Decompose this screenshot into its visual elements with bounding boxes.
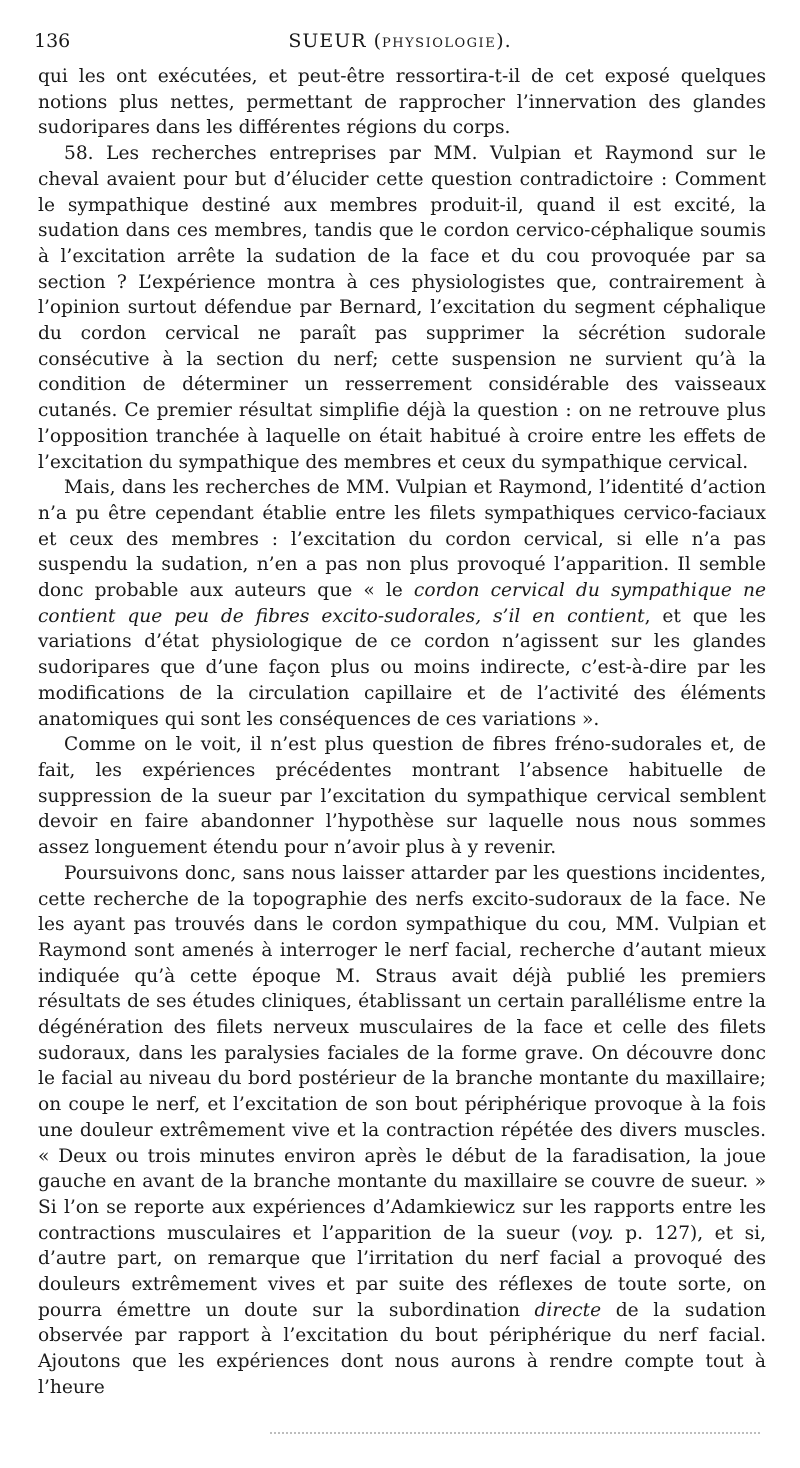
running-header xyxy=(34,30,766,58)
paragraph-text: Poursuivons donc, sans nous laisser attarder par les questions incidentes, cette recherche de la topographie des nerfs excito-sudoraux de la face. Ne les ayant pas trouvés dans le cordon sympathique du cou, MM. Vulpian et Raymond sont amenés à interroger le nerf facial, recherche d’autant mieux indiquée qu’à cette époque M. Straus avait déjà publié les premiers résultats de ses études cliniques, établissant un certain parallélisme entre la dégénération des filets nerveux musculaires de la face et celle des filets sudoraux, dans les paralysies faciales de la forme grave. On découvre donc le facial au niveau du bord postérieur de la branche montante du maxillaire; on coupe le nerf, et l’excitation de son bout périphérique provoque à la fois une douleur extrêmement vive et la contraction répétée des divers muscles. « Deux ou trois minutes environ après le début de la faradisation, la joue gauche en avant de la branche montante du maxillaire se couvre de sueur. » Si l’on se reporte aux expériences d’Adamkiewicz sur les rapports entre les contractions musculaires et l’apparition de la sueur ( xyxy=(38,862,766,1244)
running-title xyxy=(34,30,766,52)
italic-voy: voy. xyxy=(578,1222,614,1244)
running-title-main: SUEUR xyxy=(288,30,367,52)
scan-artifact-dots xyxy=(270,1426,760,1434)
paragraph-freno-sudorales: Comme on le voit, il n’est plus question de fibres fréno-sudorales et, de fait, les expériences précédentes montrant l’absence habituelle de suppression de la sueur par l’excitation du sympathique cervical semblent devoir en faire abandonner l’hypothèse sur laquelle nous nous sommes assez longuement étendu pour n’avoir plus à y revenir. xyxy=(38,734,766,859)
body-text xyxy=(38,64,766,1401)
running-title-paren-close: ). xyxy=(496,30,512,52)
italic-directe: directe xyxy=(534,1299,602,1321)
paragraph-vulpian-raymond xyxy=(38,475,766,732)
paragraph-text: p. 127), et si, d’autre part, on remarque que l’irritation du nerf facial a provoqué des douleurs extrêmement vives et par suite des réflexes de toute sorte, on pourra émettre un doute sur la subordination xyxy=(38,1222,766,1321)
paragraph-text: Mais, dans les recherches de MM. Vulpian et Raymond, l’identité d’action n’a pu être cependant établie entre les filets sympathiques cervico-faciaux et ceux des membres : l’excitation du cordon cervical, si elle n’a pas suspendu la sudation, n’en a pas non plus provoqué l’apparition. Il semble donc probable aux auteurs que « le xyxy=(38,477,766,602)
running-title-sub: PHYSIOLOGIE xyxy=(382,36,497,51)
paragraph-facial-nerve xyxy=(38,861,766,1401)
page-number: 136 xyxy=(34,30,71,52)
paragraph-1: qui les ont exécutées, et peut-être ressortira-t-il de cet exposé quelques notions plus nettes, permettant de rapprocher l’innervation des glandes sudoripares dans les différentes régions du corps. xyxy=(38,66,766,139)
paragraph-text: , et que les variations d’état physiologique de ce cordon n’agissent sur les glandes sudoripares que d’une façon plus ou moins indirecte, c’est-à-dire par les modifications de la circulation capillaire et de l’activité des éléments anatomiques qui sont les conséquences de ces variations ». xyxy=(38,605,766,730)
quoted-italic: cordon cervical du sympathique ne contient que peu de fibres excito-sudorales, s’il en contient xyxy=(38,580,766,627)
paragraph-text: de la sudation observée par rapport à l’excitation du bout périphérique du nerf facial. Ajoutons que les expériences dont nous aurons à rendre compte tout à l’heure xyxy=(38,1299,766,1398)
running-title-paren-open: ( xyxy=(366,30,383,52)
paragraph-58: 58. Les recherches entreprises par MM. Vulpian et Raymond sur le cheval avaient pour but d’élucider cette question contradictoire : Comment le sympathique destiné aux membres produit-il, quand il est excité, la sudation dans ces membres, tandis que le cordon cervico-céphalique soumis à l’excitation arrête la sudation de la face et du cou provoquée par sa section ? L’expérience montra à ces physiologistes que, contrairement à l’opinion surtout défendue par Bernard, l’excitation du segment céphalique du cordon cervical ne paraît pas supprimer la sécrétion sudorale consécutive à la section du nerf; cette suspension ne survient qu’à la condition de déterminer un resserrement considérable des vaisseaux cutanés. Ce premier résultat simplifie déjà la question : on ne retrouve plus l’opposition tranchée à laquelle on était habitué à croire entre les effets de l’excitation du sympathique des membres et ceux du sympathique cervical. xyxy=(38,143,766,473)
